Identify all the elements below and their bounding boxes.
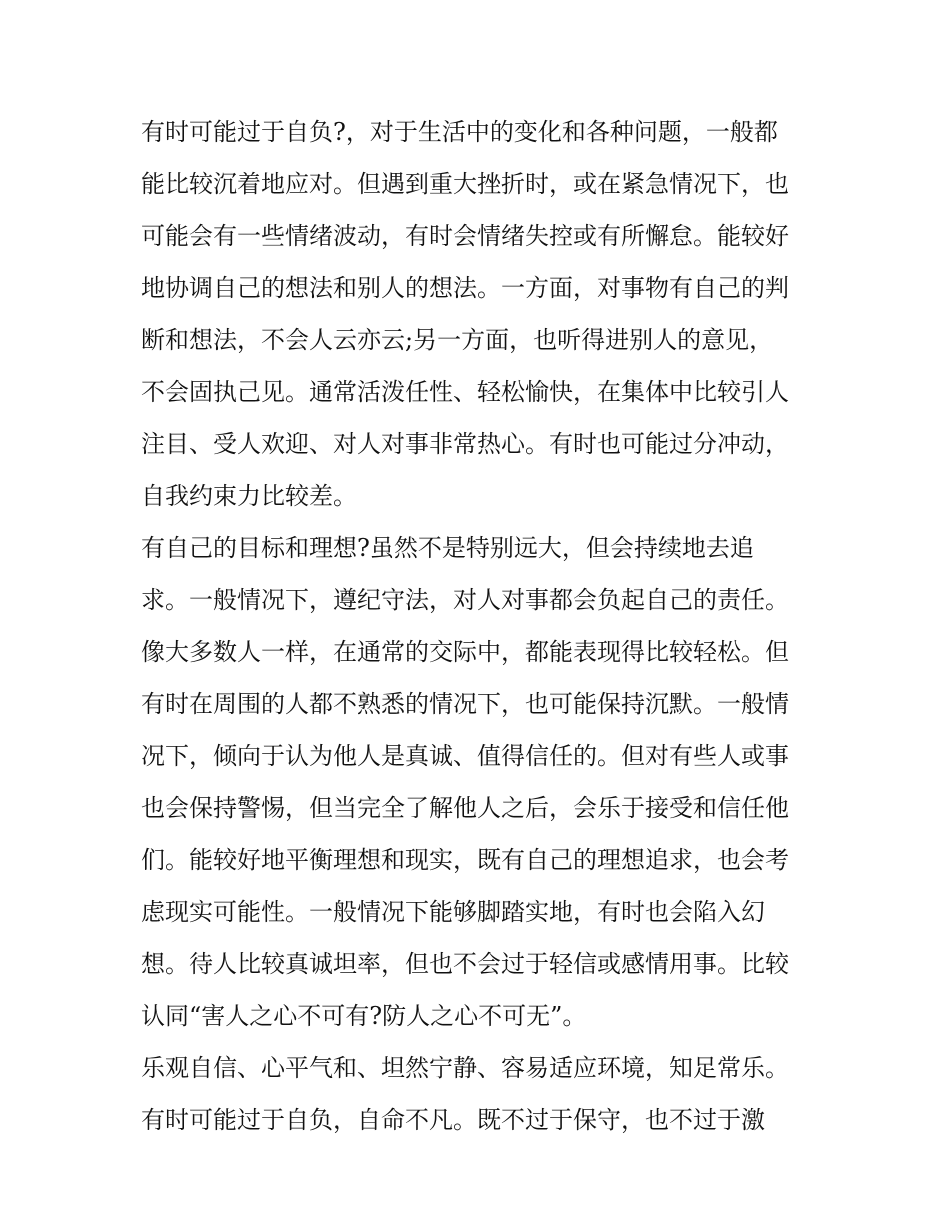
text-line: 们。能较好地平衡理想和现实，既有自己的理想追求，也会考 [141, 846, 789, 874]
text-line: 认同“害人之心不可有?防人之心不可无”。 [141, 1002, 587, 1030]
text-line: 也会保持警惕，但当完全了解他人之后，会乐于接受和信任他 [141, 794, 789, 822]
text-line: 可能会有一些情绪波动，有时会情绪失控或有所懈怠。能较好 [141, 222, 789, 250]
text-line: 况下，倾向于认为他人是真诚、值得信任的。但对有些人或事 [141, 742, 789, 770]
text-line: 自我约束力比较差。 [141, 482, 357, 510]
text-line: 有时在周围的人都不熟悉的情况下，也可能保持沉默。一般情 [141, 690, 789, 718]
text-line: 像大多数人一样，在通常的交际中，都能表现得比较轻松。但 [141, 638, 789, 666]
text-line: 不会固执己见。通常活泼任性、轻松愉快，在集体中比较引人 [141, 378, 789, 406]
text-line: 地协调自己的想法和别人的想法。一方面，对事物有自己的判 [141, 274, 789, 302]
text-line: 有时可能过于自负，自命不凡。既不过于保守，也不过于激 [141, 1106, 765, 1134]
text-line: 乐观自信、心平气和、坦然宁静、容易适应环境，知足常乐。 [141, 1054, 789, 1082]
text-line: 有时可能过于自负?，对于生活中的变化和各种问题，一般都 [141, 118, 778, 146]
text-line: 虑现实可能性。一般情况下能够脚踏实地，有时也会陷入幻 [141, 898, 765, 926]
document-body [141, 106, 821, 1146]
text-line: 断和想法，不会人云亦云;另一方面，也听得进别人的意见， [141, 326, 774, 354]
text-line: 想。待人比较真诚坦率，但也不会过于轻信或感情用事。比较 [141, 950, 789, 978]
text-line: 能比较沉着地应对。但遇到重大挫折时，或在紧急情况下，也 [141, 170, 789, 198]
text-line: 有自己的目标和理想?虽然不是特别远大，但会持续地去追 [141, 534, 754, 562]
text-line: 注目、受人欢迎、对人对事非常热心。有时也可能过分冲动， [141, 430, 789, 458]
text-line: 求。一般情况下，遵纪守法，对人对事都会负起自己的责任。 [141, 586, 789, 614]
